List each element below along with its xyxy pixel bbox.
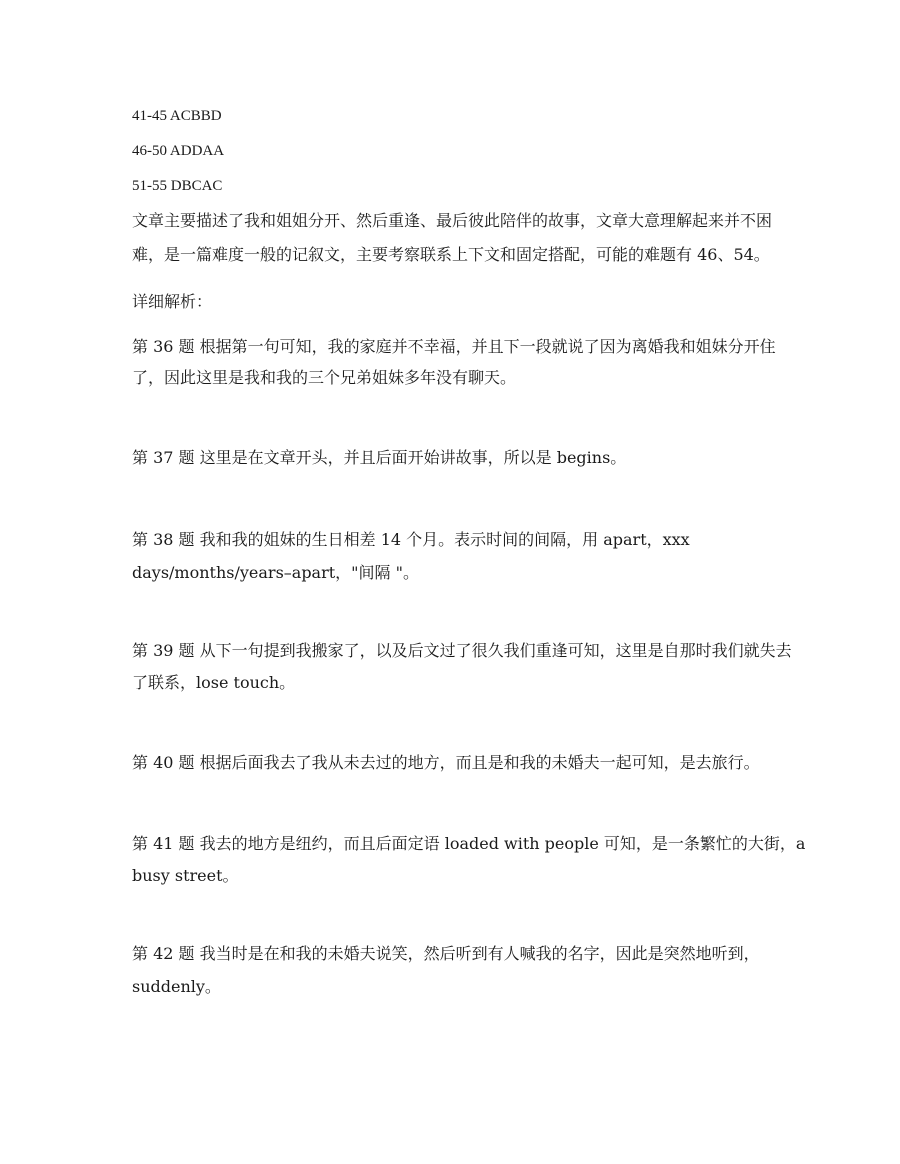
q42-line-1: 第 42 题 我当时是在和我的未婚夫说笑，然后听到有人喊我的名字，因此是突然地听到， <box>132 944 760 963</box>
q38-line-2: days/months/years–apart，"间隔 "。 <box>132 563 419 582</box>
q39-line-2: 了联系，lose touch。 <box>132 673 296 692</box>
answer-line-51-55: 51-55 DBCAC <box>132 178 223 194</box>
q41-line-1: 第 41 题 我去的地方是纽约，而且后面定语 loaded with people 可知，是一条繁忙的大街，a <box>132 834 806 853</box>
summary-line-2: 难，是一篇难度一般的记叙文，主要考察联系上下文和固定搭配，可能的难题有 46、54。 <box>132 245 770 264</box>
q42-line-2: suddenly。 <box>132 977 221 996</box>
q40-line-1: 第 40 题 根据后面我去了我从未去过的地方，而且是和我的未婚夫一起可知，是去旅行。 <box>132 753 760 772</box>
q41-line-2: busy street。 <box>132 866 239 885</box>
analysis-heading: 详细解析： <box>132 292 213 311</box>
q39-line-1: 第 39 题 从下一句提到我搬家了，以及后文过了很久我们重逢可知，这里是自那时我们就失去 <box>132 641 792 660</box>
answer-line-41-45: 41-45 ACBBD <box>132 108 222 124</box>
summary-line-1: 文章主要描述了我和姐姐分开、然后重逢、最后彼此陪伴的故事，文章大意理解起来并不困 <box>132 211 773 230</box>
q37-line-1: 第 37 题 这里是在文章开头，并且后面开始讲故事，所以是 begins。 <box>132 448 627 467</box>
q36-line-1: 第 36 题 根据第一句可知，我的家庭并不幸福，并且下一段就说了因为离婚我和姐妹分开住 <box>132 337 776 356</box>
answer-line-46-50: 46-50 ADDAA <box>132 143 225 159</box>
q38-line-1: 第 38 题 我和我的姐妹的生日相差 14 个月。表示时间的间隔，用 apart，xxx <box>132 530 690 549</box>
q36-line-2: 了，因此这里是我和我的三个兄弟姐妹多年没有聊天。 <box>132 368 517 387</box>
